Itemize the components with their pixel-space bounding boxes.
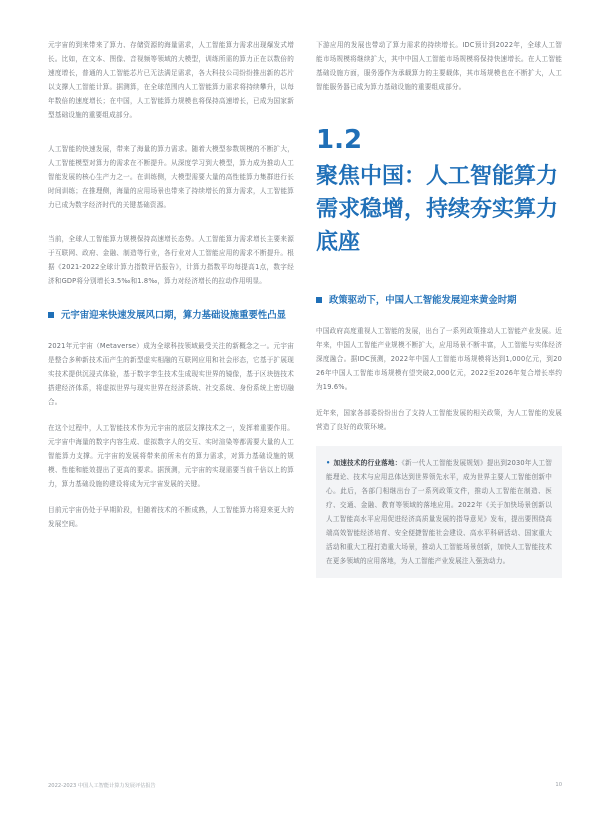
bullet-dot-icon: • <box>326 459 331 467</box>
body-paragraph: 下游应用的发展也带动了算力需求的持续增长。IDC预计到2022年，全球人工智能市场规模将继续扩大，其中中国人工智能市场规模将保持快速增长。在人工智能基础设施方面，服务器作为承载算力的主要载体，其市场规模也在不断扩大，人工智能服务器已成为算力基础设施的重要组成部分。 <box>316 41 562 91</box>
policy-bullet-box <box>316 446 562 578</box>
left-column <box>48 38 294 551</box>
square-bullet-icon <box>48 312 54 318</box>
bullet-text: 《新一代人工智能发展规划》提出到2030年人工智能理论、技术与应用总体达到世界领先水平，成为世界主要人工智能创新中心。此后，各部门相继出台了一系列政策文件，推动人工智能在制造、医疗、交通、金融、教育等领域的落地应用。2022年《关于加快场景创新以人工智能高水平应用促进经济高质量发展的指导意见》发布，提出要围绕高端高效智能经济培育、安全便捷智能社会建设、高水平科研活动、国家重大活动和重大工程打造重大场景，推动人工智能场景创新，加快人工智能技术在更多领域的应用落地，为人工智能产业发展注入强劲动力。 <box>326 459 552 565</box>
bullet-lead: 加速技术的行业落地： <box>333 459 402 467</box>
page-number: 10 <box>555 782 562 788</box>
right-column <box>316 38 562 578</box>
body-paragraph: 元宇宙的到来带来了算力、存储资源的海量需求，人工智能算力需求出现爆发式增长。比如，在文本、图像、音视频等领域的大模型，训练所需的算力正在以数倍的速度增长，普通的人工智能芯片已无法满足需求，各大科技公司纷纷推出新的芯片以支撑人工智能计算。据测算，在全球范围内人工智能算力需求将持续攀升，以每年数倍的速度增长；在中国，人工智能算力规模也将保持高速增长，已成为国家新型基础设施的重要组成部分。 <box>48 41 294 119</box>
footer-title: 2022-2023 中国人工智能计算力发展评估报告 <box>48 783 156 789</box>
section-number: 1.2 <box>316 125 363 155</box>
subsection-heading-text: 政策驱动下，中国人工智能发展迎来黄金时期 <box>329 295 517 306</box>
body-paragraph: 人工智能的快速发展，带来了海量的算力需求。随着大模型参数规模的不断扩大，人工智能模型对算力的需求在不断提升。从深度学习到大模型，算力成为推动人工智能发展的核心生产力之一。在训练侧，大模型需要大量的高性能算力集群进行长时间训练；在推理侧，海量的应用场景也带来了持续增长的算力需求，人工智能算力已成为数字经济时代的关键基础资源。 <box>48 145 294 209</box>
body-paragraph: 2021年元宇宙（Metaverse）成为全球科技领域最受关注的新概念之一。元宇宙是整合多种新技术而产生的新型虚实相融的互联网应用和社会形态，它基于扩展现实技术提供沉浸式体验，基于数字孪生技术生成现实世界的镜像，基于区块链技术搭建经济体系，将虚拟世界与现实世界在经济系统、社交系统、身份系统上密切融合。 <box>48 342 294 406</box>
subsection-heading-text: 元宇宙迎来快速发展风口期，算力基础设施重要性凸显 <box>61 310 287 321</box>
body-paragraph: 当前，全球人工智能算力规模保持高速增长态势。人工智能算力需求增长主要来源于互联网、政府、金融、制造等行业，各行业对人工智能应用的需求不断提升。根据《2021-2022全球计算力指数评估报告》，计算力指数平均每提高1点，数字经济和GDP将分别增长3.5‰和1.8‰，算力对经济增长的拉动作用明显。 <box>48 235 294 285</box>
subsection-heading <box>48 308 294 323</box>
page-footer <box>48 782 562 789</box>
body-paragraph: 中国政府高度重视人工智能的发展，出台了一系列政策推动人工智能产业发展。近年来，中国人工智能产业规模不断扩大，应用场景不断丰富，人工智能与实体经济深度融合。据IDC预测，2022年中国人工智能市场规模将达到1,000亿元，到2026年中国人工智能市场规模有望突破2,000亿元，2022至2026年复合增长率约为19.6%。 <box>316 327 562 391</box>
section-title: 聚焦中国：人工智能算力需求稳增，持续夯实算力底座 <box>316 164 559 255</box>
subsection-heading <box>316 293 562 308</box>
square-bullet-icon <box>316 297 322 303</box>
body-paragraph: 目前元宇宙仍处于早期阶段，但随着技术的不断成熟，人工智能算力将迎来更大的发展空间。 <box>48 506 294 528</box>
body-paragraph: 近年来，国家各部委纷纷出台了支持人工智能发展的相关政策，为人工智能的发展营造了良好的政策环境。 <box>316 409 562 431</box>
body-paragraph: 在这个过程中，人工智能技术作为元宇宙的底层支撑技术之一，发挥着重要作用。元宇宙中海量的数字内容生成、虚拟数字人的交互、实时渲染等都需要大量的人工智能算力支撑。元宇宙的发展将带来前所未有的算力需求，对算力基础设施的规模、性能和能效提出了更高的要求。据预测，元宇宙的实现需要当前千倍以上的算力，算力基础设施的建设将成为元宇宙发展的关键。 <box>48 424 294 488</box>
bullet-paragraph <box>326 456 552 568</box>
